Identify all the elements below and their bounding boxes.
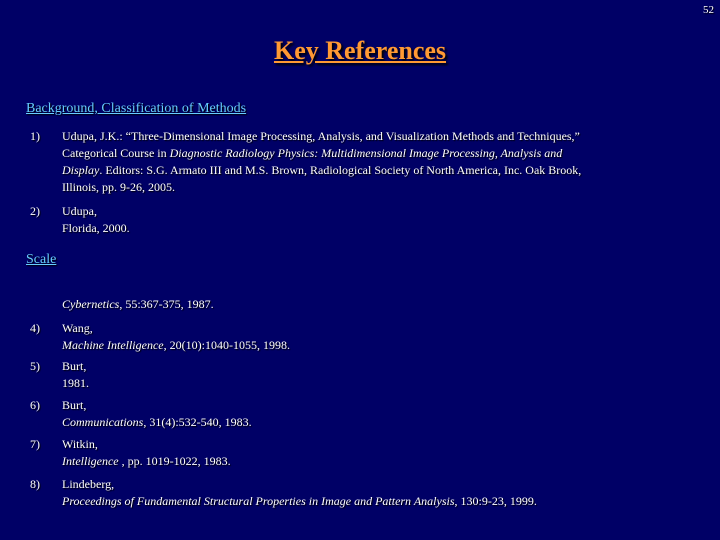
section-heading-background[interactable]: Background, Classification of Methods (26, 101, 247, 116)
reference-text-line: 1981. (62, 376, 89, 390)
reference-number: 7) (30, 437, 40, 451)
reference-number: 6) (30, 398, 40, 412)
reference-item-3 (30, 296, 686, 313)
section-heading-scale[interactable]: Scale (26, 252, 57, 267)
reference-number: 2) (30, 204, 40, 218)
reference-item-4 (30, 320, 686, 354)
reference-number: 1) (30, 129, 40, 143)
reference-item-2 (30, 203, 686, 237)
reference-item-6 (30, 397, 686, 431)
reference-item-8 (30, 476, 686, 510)
reference-text-line: Communications, 31(4):532-540, 1983. (62, 415, 252, 429)
page-title: Key References (273, 36, 447, 65)
reference-item-7 (30, 436, 686, 470)
reference-text-line: Proceedings of Fundamental Structural Properties in Image and Pattern Analysis, 130:9-23, 1999. (62, 494, 537, 508)
reference-text-line: Wang, (62, 321, 93, 335)
reference-text-line: Intelligence , pp. 1019-1022, 1983. (62, 454, 231, 468)
reference-item-5 (30, 358, 686, 392)
reference-text-line: Udupa, J.K.: “Three-Dimensional Image Processing, Analysis, and Visualization Methods and Techniques,” (62, 129, 580, 143)
reference-text-line: Display. Editors: S.G. Armato III and M.S. Brown, Radiological Society of North America, Inc. Oak Brook, (62, 163, 582, 177)
reference-text-line: Lindeberg, (62, 477, 115, 491)
reference-item-1 (30, 128, 686, 196)
reference-text-line: Florida, 2000. (62, 221, 130, 235)
reference-text-line: Witkin, (62, 437, 98, 451)
reference-text-line: Cybernetics, 55:367-375, 1987. (62, 297, 214, 311)
reference-text-line: Machine Intelligence, 20(10):1040-1055, 1998. (62, 338, 290, 352)
reference-text-line: Categorical Course in Diagnostic Radiology Physics: Multidimensional Image Processing, Analysis and (62, 146, 563, 160)
reference-text-line: Illinois, pp. 9-26, 2005. (62, 180, 175, 194)
reference-number: 4) (30, 321, 40, 335)
reference-text-line: Burt, (62, 359, 87, 373)
reference-number: 5) (30, 359, 40, 373)
reference-number: 8) (30, 477, 40, 491)
reference-text-line: Udupa, (62, 204, 97, 218)
reference-text-line: Burt, (62, 398, 87, 412)
page-number: 52 (703, 4, 714, 16)
